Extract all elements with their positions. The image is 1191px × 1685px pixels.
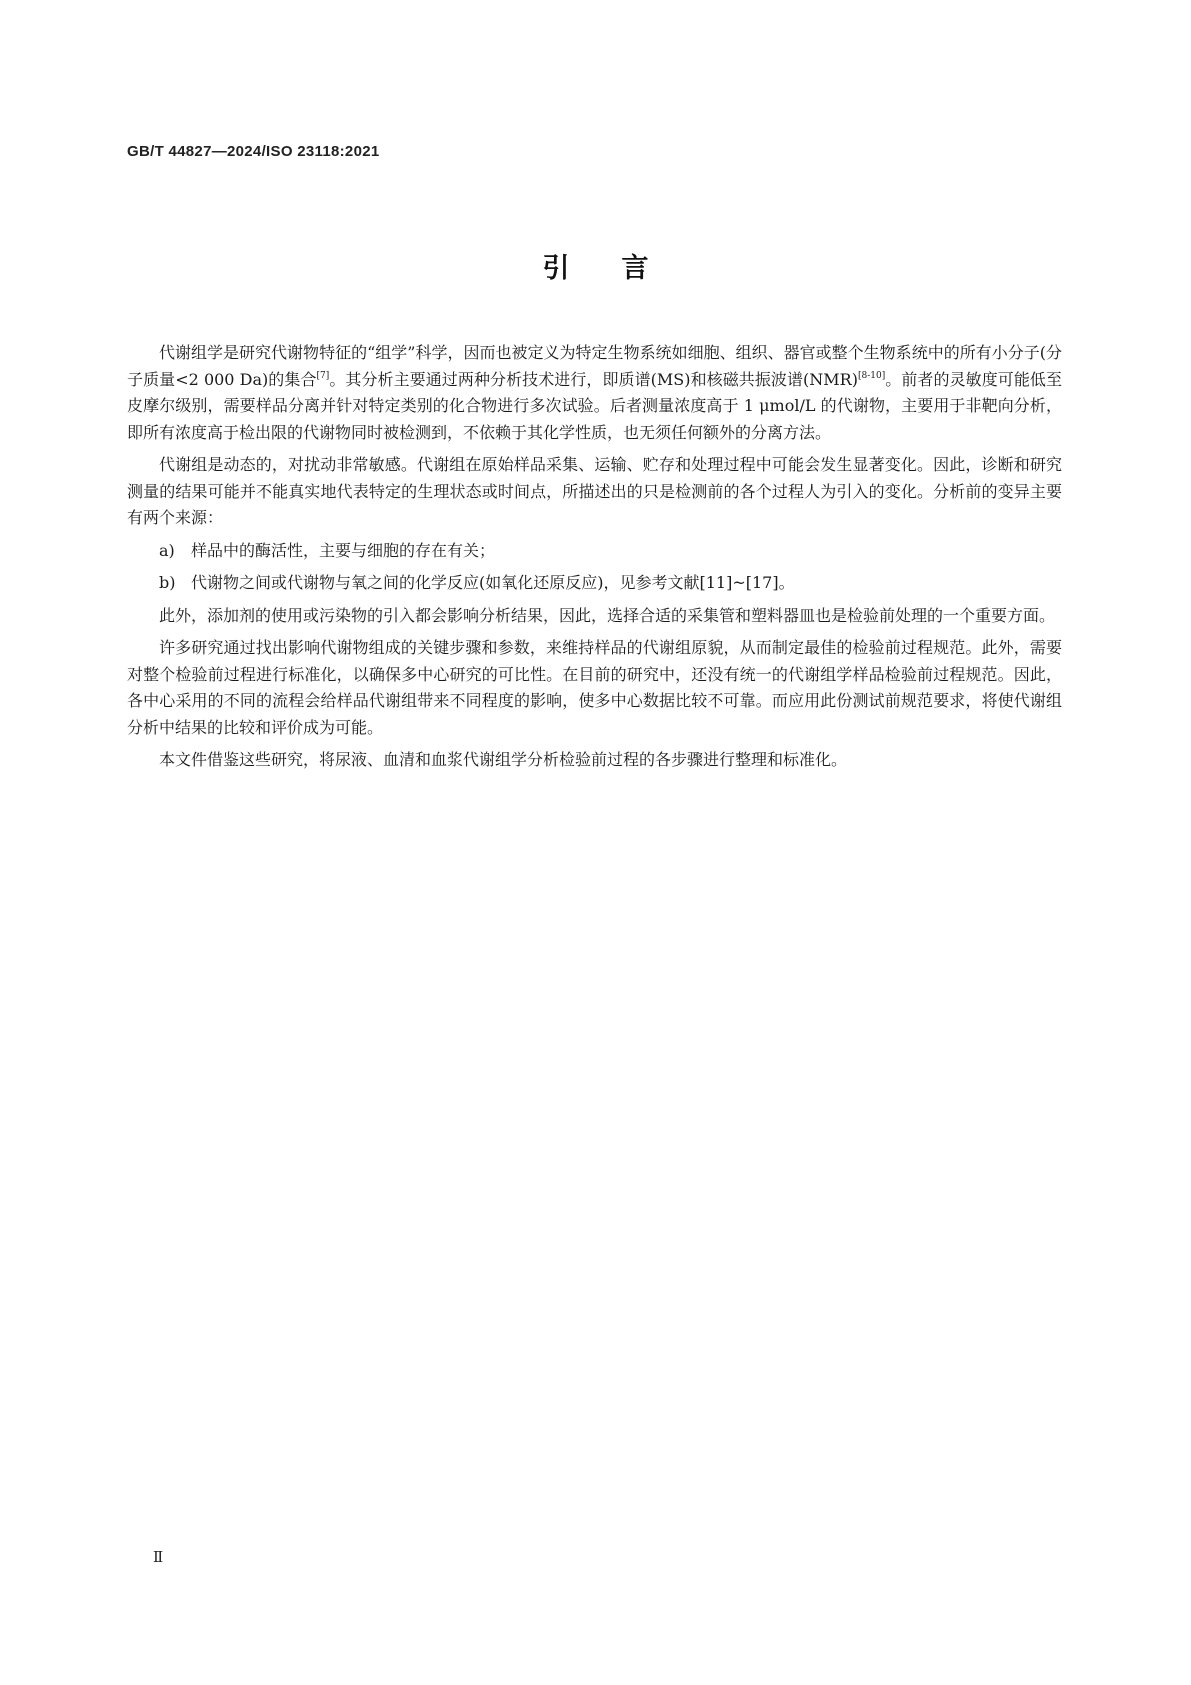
list-item-a <box>127 538 1062 565</box>
paragraph-1-part-1: 代谢组学是研究代谢物特征的“组学”科学，因而也被定义为特定生物系统如细胞、组织、器官或整个生物系统中的所有小分子(分子质量<2 000 Da)的集合 <box>127 343 1062 389</box>
introduction-body <box>127 340 1062 780</box>
paragraph-5: 本文件借鉴这些研究，将尿液、血清和血浆代谢组学分析检验前过程的各步骤进行整理和标准化。 <box>159 750 848 769</box>
paragraph-1 <box>127 340 1062 446</box>
list-marker-b: b) <box>159 573 176 592</box>
paragraph-2: 代谢组是动态的，对扰动非常敏感。代谢组在原始样品采集、运输、贮存和处理过程中可能会发生显著变化。因此，诊断和研究测量的结果可能并不能真实地代表特定的生理状态或时间点，所描述出的只是检测前的各个过程人为引入的变化。分析前的变异主要有两个来源： <box>127 455 1062 527</box>
list-text-a: 样品中的酶活性，主要与细胞的存在有关； <box>191 540 496 560</box>
paragraph-1-part-3: 。前者的灵敏度可能低至皮摩尔级别，需要样品分离并针对特定类别的化合物进行多次试验。后者测量浓度高于 1 μmol/L 的代谢物，主要用于非靶向分析，即所有浓度高于检出限的代谢物同时被检测到，不依赖于其化学性质，也无须任何额外的分离方法。 <box>127 369 1062 442</box>
list-item-b <box>127 570 1062 597</box>
page-number: Ⅱ <box>153 1548 164 1566</box>
paragraph-1-part-2: 。其分析主要通过两种分析技术进行，即质谱(MS)和核磁共振波谱(NMR) <box>329 369 858 389</box>
reference-8-10: [8-10] <box>857 370 886 381</box>
page-title: 引言 <box>542 253 701 284</box>
reference-7: [7] <box>316 370 330 381</box>
list-marker-a: a) <box>159 540 175 560</box>
paragraph-3: 此外，添加剂的使用或污染物的引入都会影响分析结果，因此，选择合适的采集管和塑料器皿也是检验前处理的一个重要方面。 <box>159 605 1056 625</box>
standard-id-header: GB/T 44827—2024/ISO 23118:2021 <box>127 143 380 160</box>
paragraph-4: 许多研究通过找出影响代谢物组成的关键步骤和参数，来维持样品的代谢组原貌，从而制定最佳的检验前过程规范。此外，需要对整个检验前过程进行标准化，以确保多中心研究的可比性。在目前的研究中，还没有统一的代谢组学样品检验前过程规范。因此，各中心采用的不同的流程会给样品代谢组带来不同程度的影响，使多中心数据比较不可靠。而应用此份测试前规范要求，将使代谢组分析中结果的比较和评价成为可能。 <box>127 638 1062 737</box>
list-text-b: 代谢物之间或代谢物与氧之间的化学反应(如氧化还原反应)，见参考文献[11]~[17]。 <box>191 573 795 592</box>
